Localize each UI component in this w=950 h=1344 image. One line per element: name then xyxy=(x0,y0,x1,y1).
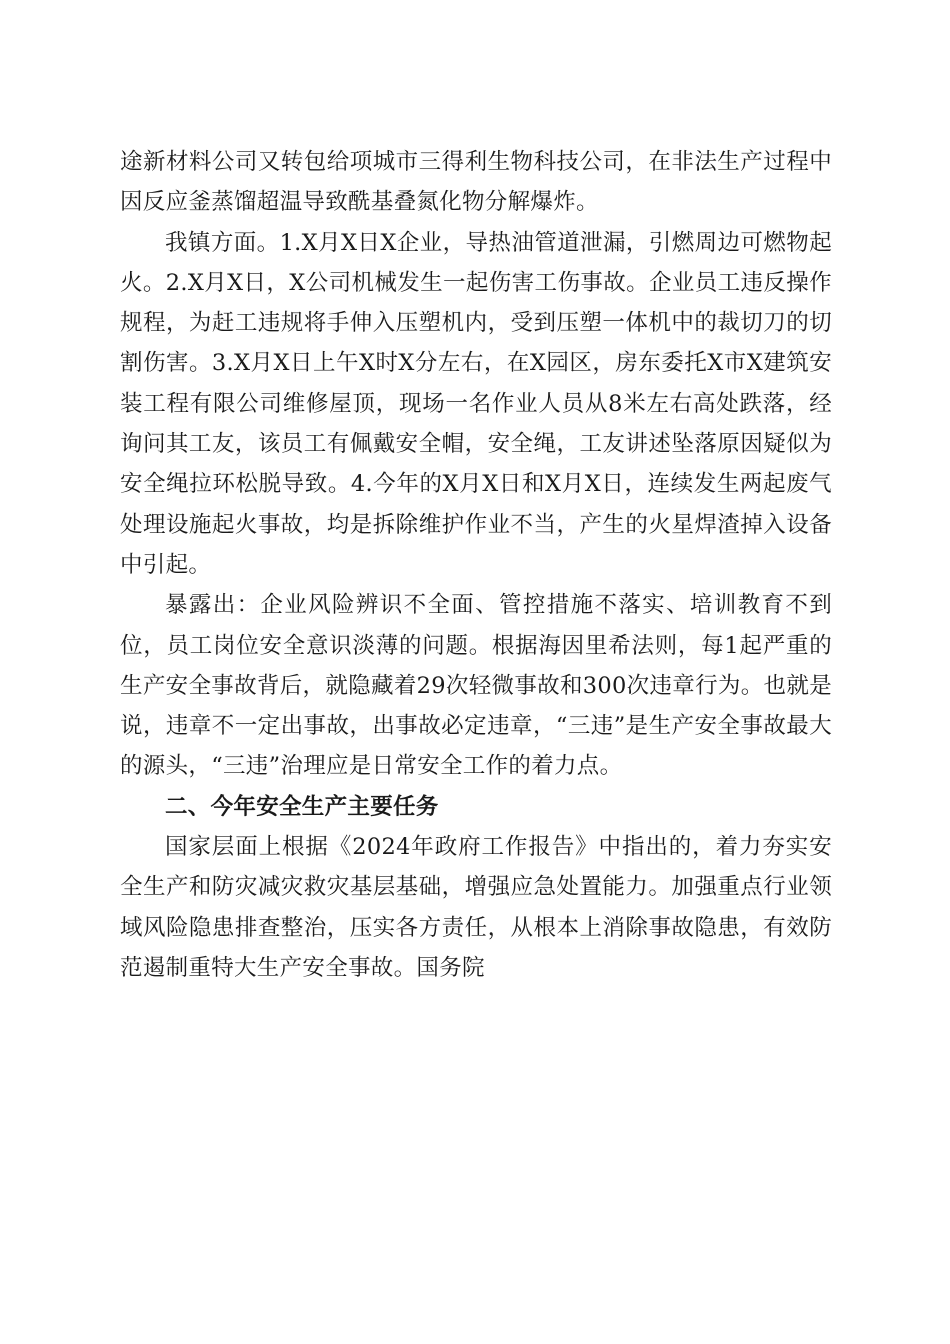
paragraph-national-level: 国家层面上根据《2024年政府工作报告》中指出的，着力夯实安全生产和防灾减灾救灾基层基础，增强应急处置能力。加强重点行业领域风险隐患排查整治，压实各方责任，从根本上消除事故隐患，有效防范遏制重特大生产安全事故。国务院 xyxy=(120,834,832,981)
paragraph-exposed-issues: 暴露出：企业风险辨识不全面、管控措施不落实、培训教育不到位，员工岗位安全意识淡薄的问题。根据海因里希法则，每1起严重的生产安全事故背后，就隐藏着29次轻微事故和300次违章行为。也就是说，违章不一定出事故，出事故必定违章，“三违”是生产安全事故最大的源头，“三违”治理应是日常安全工作的着力点。 xyxy=(120,592,832,780)
section-heading: 二、今年安全生产主要任务 xyxy=(165,793,439,820)
paragraph-incidents: 我镇方面。1.X月X日X企业，导热油管道泄漏，引燃周边可燃物起火。2.X月X日，X公司机械发生一起伤害工伤事故。企业员工违反操作规程，为赶工违规将手伸入压塑机内，受到压塑一体机中的裁切刀的切割伤害。3.X月X日上午X时X分左右，在X园区，房东委托X市X建筑安装工程有限公司维修屋顶，现场一名作业人员从8米左右高处跌落，经询问其工友，该员工有佩戴安全帽，安全绳，工友讲述坠落原因疑似为安全绳拉环松脱导致。4.今年的X月X日和X月X日，连续发生两起废气处理设施起火事故，均是拆除维护作业不当，产生的火星焊渣掉入设备中引起。 xyxy=(120,229,832,578)
document-body xyxy=(120,142,832,988)
paragraph-continuation: 途新材料公司又转包给项城市三得利生物科技公司，在非法生产过程中因反应釜蒸馏超温导致酰基叠氮化物分解爆炸。 xyxy=(120,149,832,216)
